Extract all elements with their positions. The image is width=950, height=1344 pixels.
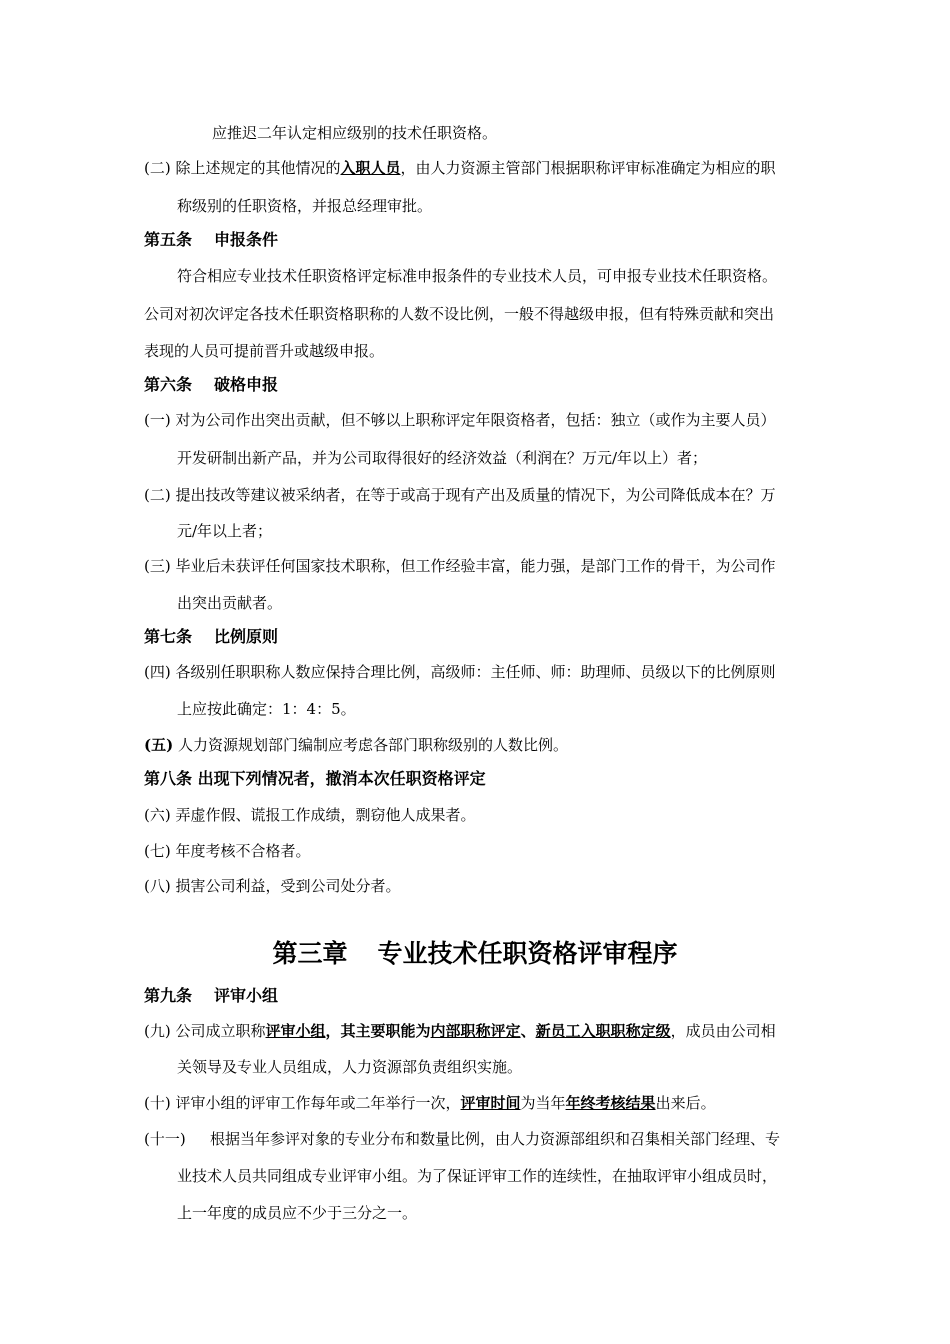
list-item [144,662,776,682]
list-item [144,1129,780,1149]
list-item [144,485,776,505]
item-text: 损害公司利益，受到公司处分者。 [175,877,401,895]
underlined-term: 评审小组 [265,1022,326,1040]
item-text: ，成员由公司相 [670,1022,776,1040]
item-text: 年度考核不合格者。 [175,842,311,860]
chapter-label: 第三章 [272,939,348,968]
item-text: 除上述规定的其他情况的 [175,159,341,177]
item-text: 评审小组的评审工作每年或二年举行一次， [175,1094,461,1112]
item-number: (三) [144,557,171,575]
item-number: (五) [144,736,174,754]
item-number: (二) [144,159,171,177]
list-item [144,805,476,825]
article-title: 评审小组 [214,986,279,1005]
item-number: (一) [144,411,171,429]
list-item [144,841,311,861]
list-item-continuation: 上应按此确定：1：4：5。 [177,700,356,718]
article-5-text: 表现的人员可提前晋升或越级申报。 [144,342,385,360]
list-item-continuation: 开发研制出新产品，并为公司取得很好的经济效益（利润在？万元/年以上）者； [177,449,708,467]
item-text: 提出技改等建议被采纳者，在等于或高于现有产出及质量的情况下，为公司降低成本在？万 [175,486,776,504]
item-text: ，其主要职能为 [325,1022,431,1040]
item-number: (九) [144,1022,171,1040]
item-text: 人力资源规划部门编制应考虑各部门职称级别的人数比例。 [177,736,568,754]
item-number: (四) [144,663,171,681]
list-item-continuation: 出突出贡献者。 [177,594,283,612]
chapter-title: 专业技术任职资格评审程序 [377,939,678,968]
article-title: 申报条件 [214,230,279,249]
item-text: 各级别任职职称人数应保持合理比例，高级师：主任师、师：助理师、员级以下的比例原则 [175,663,776,681]
item-number: (十一) [144,1130,186,1148]
article-6-heading [144,375,278,395]
list-item [144,1093,716,1113]
article-label: 第六条 [144,375,193,394]
list-item [144,735,568,755]
chapter-heading [0,938,950,970]
list-item [144,410,776,430]
item-text: 根据当年参评对象的专业分布和数量比例，由人力资源部组织和召集相关部门经理、专 [210,1130,781,1148]
article-label: 第九条 [144,986,193,1005]
list-item-continuation: 称级别的任职资格，并报总经理审批。 [177,197,433,215]
underlined-term: 年终考核结果 [565,1094,656,1112]
item-number: (六) [144,806,171,824]
item-text: ，由人力资源主管部门根据职称评审标准确定为相应的职 [400,159,776,177]
list-item-continuation: 元/年以上者； [177,522,273,540]
item-text: 、 [520,1022,536,1040]
article-5-text: 符合相应专业技术任职资格评定标准申报条件的专业技术人员，可申报专业技术任职资格。 [177,267,778,285]
article-8-heading: 第八条 出现下列情况者，撤消本次任职资格评定 [144,769,486,788]
item-text: 弄虚作假、谎报工作成绩，剽窃他人成果者。 [175,806,476,824]
item-text: 毕业后未获评任何国家技术职称，但工作经验丰富，能力强，是部门工作的骨干，为公司作 [175,557,776,575]
article-5-heading [144,230,278,250]
item-text: 出来后。 [655,1094,716,1112]
underlined-term-entry-staff: 入职人员 [340,159,401,177]
underlined-term: 评审时间 [460,1094,521,1112]
underlined-term: 新员工入职职称定级 [535,1022,671,1040]
list-item-entry-staff [144,158,776,178]
article-5-text: 公司对初次评定各技术任职资格职称的人数不设比例，一般不得越级申报，但有特殊贡献和突出 [144,305,775,323]
item-number: (二) [144,486,171,504]
item-text: 对为公司作出突出贡献，但不够以上职称评定年限资格者，包括：独立（或作为主要人员） [175,411,776,429]
list-item-continuation: 业技术人员共同组成专业评审小组。为了保证评审工作的连续性，在抽取评审小组成员时， [177,1167,778,1185]
item-text: 为当年 [520,1094,566,1112]
list-item [144,1021,776,1041]
list-item [144,556,776,576]
item-number: (十) [144,1094,171,1112]
item-number: (八) [144,877,171,895]
article-7-heading [144,627,278,647]
paragraph-continuation: 应推迟二年认定相应级别的技术任职资格。 [212,124,498,142]
item-text: 公司成立职称 [175,1022,266,1040]
underlined-term: 内部职称评定 [430,1022,521,1040]
article-title: 比例原则 [214,627,279,646]
list-item-continuation: 关领导及专业人员组成，人力资源部负责组织实施。 [177,1058,523,1076]
article-title: 破格申报 [214,375,279,394]
list-item-continuation: 上一年度的成员应不少于三分之一。 [177,1204,418,1222]
article-9-heading [144,986,278,1006]
article-label: 第五条 [144,230,193,249]
item-number: (七) [144,842,171,860]
list-item [144,876,401,896]
article-label: 第七条 [144,627,193,646]
